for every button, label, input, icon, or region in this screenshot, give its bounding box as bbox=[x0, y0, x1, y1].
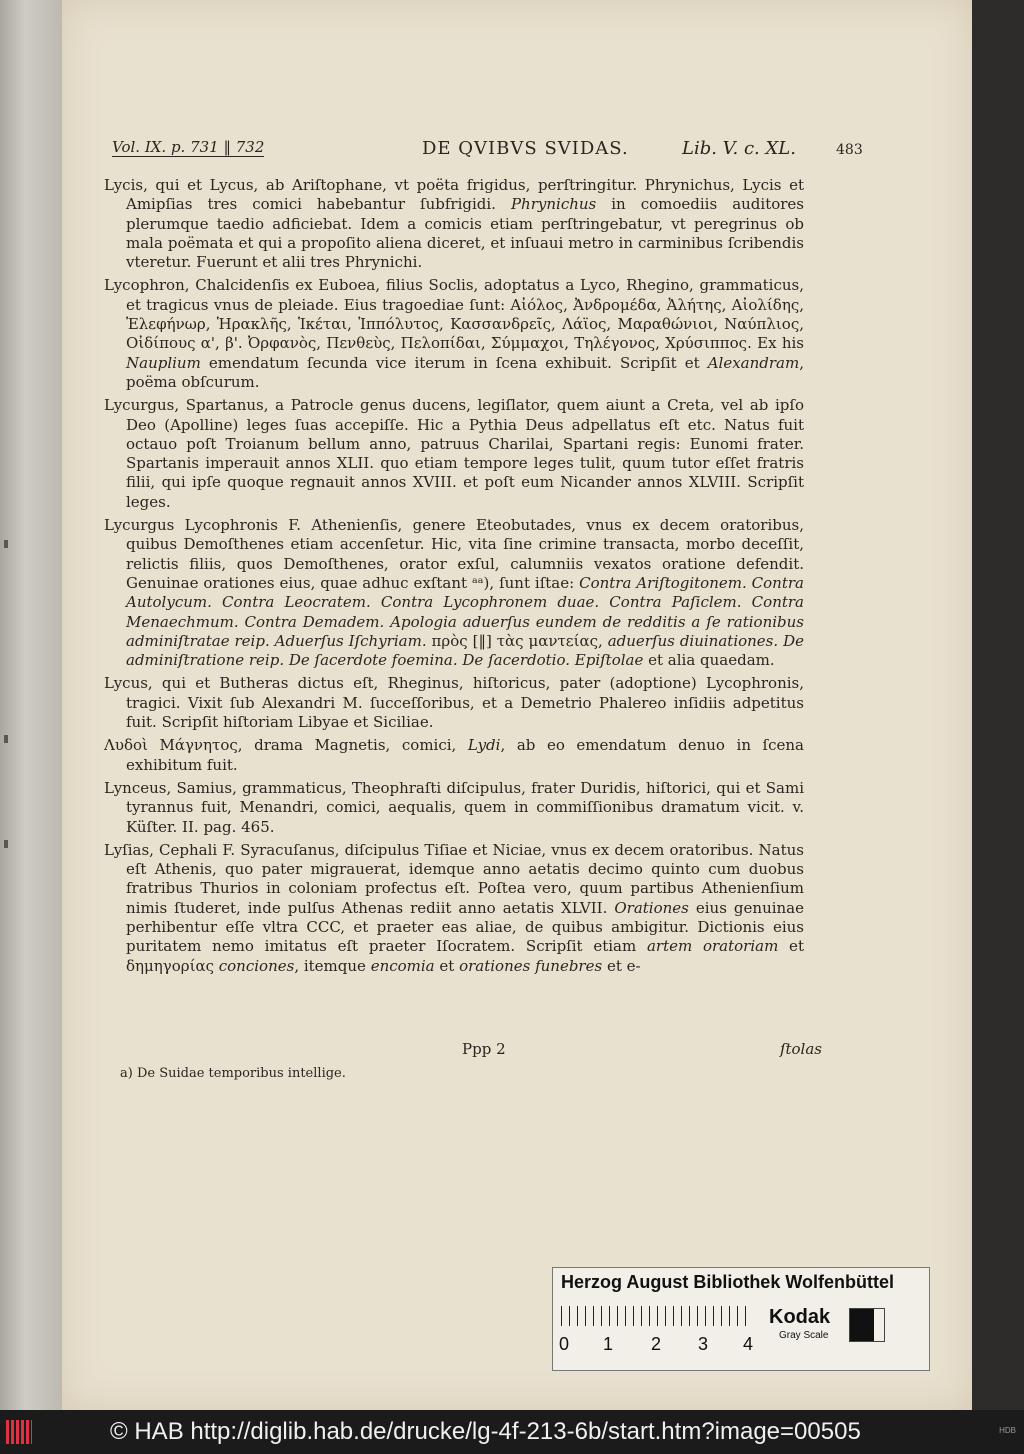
entry bbox=[104, 176, 804, 272]
body-text bbox=[104, 176, 804, 980]
entry-text: πρὸς [‖] τὰς μαντείας, bbox=[426, 631, 608, 650]
hab-logo-icon bbox=[6, 1420, 32, 1444]
entry-text: Lycophron, Chalcidenſis ex Euboea, filius Soclis, adoptatus a Lyco, Rhegino, grammaticus, et tragicus vnus de pleiade. Eius tragoediae ſunt: Αἰόλος, Ἀνδρομέδα, Ἀλήτης, Αἰολίδης, Ἐλεφήνωρ, Ἡρακλῆς, Ἱκέται, Ἱππόλυτος, Κασσανδρεῖς, Λάϊος, Μαραθώνιοι, Ναύπλιος, Οἰδίπους α', β'. Ὀρφανὸς, Πενθεὺς, Πελοπίδαι, Σύμμαχοι, Τηλέγονος, Χρύσιππος. Ex his bbox=[104, 276, 804, 353]
entry bbox=[104, 779, 804, 837]
italic-text: Alexandram bbox=[707, 353, 800, 372]
entry-text: emendatum ſecunda vice iterum in ſcena exhibuit. Scripſit et bbox=[200, 353, 708, 372]
entry-text: et bbox=[434, 956, 460, 975]
running-header bbox=[112, 138, 902, 164]
italic-text: Lydi bbox=[467, 736, 501, 755]
edge-mark bbox=[4, 735, 8, 743]
footnote: a) De Suidae temporibus intellige. bbox=[120, 1066, 346, 1081]
scanned-page bbox=[62, 0, 972, 1410]
grayscale-label: Gray Scale bbox=[779, 1330, 829, 1341]
gray-patch bbox=[849, 1308, 885, 1342]
entry bbox=[104, 674, 804, 732]
entry bbox=[104, 516, 804, 670]
italic-text: Phrynichus bbox=[510, 195, 597, 214]
italic-text: artem oratoriam bbox=[646, 937, 779, 956]
header-book-ref: Lib. V. c. XL. bbox=[682, 138, 796, 159]
entry-text: et δημηγορίας bbox=[126, 937, 804, 975]
corner-mark: HDB bbox=[999, 1426, 1016, 1435]
entry-text: Λυδοὶ Μάγνητος, drama Magnetis, comici, bbox=[104, 736, 468, 755]
entry-text: , ab eo emendatum denuo in ſcena exhibitum fuit. bbox=[126, 736, 804, 774]
scale-number: 2 bbox=[651, 1334, 662, 1354]
credit-url[interactable]: © HAB http://diglib.hab.de/drucke/lg-4f-213-6b/start.htm?image=00505 bbox=[110, 1418, 861, 1445]
ruler-scale bbox=[561, 1306, 753, 1326]
scale-number: 1 bbox=[603, 1334, 614, 1354]
entry-text: Lycurgus, Spartanus, a Patrocle genus ducens, legiſlator, quem aiunt a Creta, vel ab ipſo Deo (Apolline) leges ſuas accepiſſe. Hic a Pythia Deus adpellatus eſt etc. Natus fuit octauo poſt Troianum bellum anno, patruus Charilai, Spartani regis: Eunomi frater. Spartanis imperauit annos XLII. quo etiam tempore leges tulit, quum tutor eſſet fratris filii, qui ipſe quoque regnauit annos XVIII. et poſt eum Nicander annos XLVIII. Scripſit leges. bbox=[104, 396, 804, 511]
entry bbox=[104, 841, 804, 976]
entry-text: in comoediis auditores plerumque taedio adficiebat. Idem a comicis etiam perſtringebatur, vt peregrinus ob mala poëmata et qui a propoſito aliena diceret, et inſuaui metro in carminibus ſcribendis vteretur. Fuerunt et alii tres Phrynichi. bbox=[126, 195, 804, 272]
kodak-brand: Kodak bbox=[769, 1306, 831, 1328]
italic-text: Contra Ariſtogitonem. Contra Autolycum. Contra Leocratem. Contra Lycophronem duae. Contra Paſiclem. Contra Menaechmum. Contra Demadem. Apologia aduerſus eundem de redditis a ſe rationibus adminiſtratae reip. Aduerſus Iſchyriam. bbox=[126, 573, 804, 650]
adjacent-page-edge bbox=[0, 0, 62, 1410]
signature-mark: Ppp 2 bbox=[462, 1040, 506, 1058]
entry-text: Lyſias, Cephali F. Syracuſanus, diſcipulus Tiſiae et Niciae, vnus ex decem oratoribus. Natus eſt Athenis, quo pater migrauerat, idemque anno aetatis decimo quinto cum duobus fratribus Thurios in coloniam profectus eſt. Poſtea vero, quum partibus Athenienſium nimis ſtuderet, inde pulſus Athenas rediit anno aetatis XLVII. bbox=[104, 840, 804, 917]
header-title: DE QVIBVS SVIDAS. bbox=[422, 138, 629, 159]
entry-text: et e- bbox=[602, 956, 641, 975]
library-color-chart bbox=[552, 1267, 930, 1371]
catchword: ſtolas bbox=[779, 1040, 822, 1058]
italic-text: Orationes bbox=[614, 898, 689, 917]
entry-text: Lycurgus Lycophronis F. Athenienſis, genere Eteobutades, vnus ex decem oratoribus, quibus Demoſthenes etiam accenſetur. Hic, vita ſine crimine transacta, morbo deceſſit, relictis filiis, quos Demoſthenes, orator exſul, calumniis vexatos oratione defendit. Genuinae orationes eius, quae adhuc exſtant ᵃᵃ), ſunt iſtae: bbox=[104, 516, 804, 592]
entry bbox=[104, 276, 804, 392]
entry bbox=[104, 736, 804, 775]
entry-text: Lynceus, Samius, grammaticus, Theophraſti diſcipulus, frater Duridis, hiſtorici, qui et Sami tyrannus fuit, Menandri, comici, aequalis, quem in commiſſionibus dramatum vicit. v. Küſter. II. pag. 465. bbox=[104, 778, 804, 836]
scale-number: 4 bbox=[743, 1334, 754, 1354]
entry-text: Lycis, qui et Lycus, ab Ariſtophane, vt poëta frigidus, perſtringitur. Phrynichus, Lycis et Amipſias tres comici habebantur ſubfrigidi. bbox=[104, 176, 804, 214]
entry-text: , poëma obſcurum. bbox=[126, 353, 804, 391]
library-title: Herzog August Bibliothek Wolfenbüttel bbox=[561, 1272, 894, 1292]
credit-bar bbox=[0, 1410, 1024, 1454]
entry-text: eius genuinae perhibentur eſſe vltra CCC, et praeter eas aliae, de quibus ambigitur. Dictionis eius puritatem nemo imitatus eſt praeter Iſocratem. Scripſit etiam bbox=[126, 898, 805, 956]
italic-text: encomia bbox=[370, 956, 435, 975]
edge-mark bbox=[4, 540, 8, 548]
header-volume-ref: Vol. IX. p. 731 ‖ 732 bbox=[112, 138, 265, 156]
scale-number: 3 bbox=[698, 1334, 709, 1354]
page-number: 483 bbox=[836, 142, 863, 158]
entry-text: et alia quaedam. bbox=[643, 651, 775, 670]
italic-text: aduerſus diuinationes. De adminiſtratione reip. De ſacerdote foemina. De ſacerdotio. Epiſtolae bbox=[126, 631, 804, 670]
italic-text: Nauplium bbox=[126, 353, 201, 372]
italic-text: conciones bbox=[218, 956, 295, 975]
entry-text: , itemque bbox=[294, 956, 371, 975]
scale-number: 0 bbox=[559, 1334, 570, 1354]
edge-mark bbox=[4, 840, 8, 848]
entry bbox=[104, 396, 804, 512]
italic-text: orationes funebres bbox=[459, 956, 603, 975]
entry-text: Lycus, qui et Butheras dictus eſt, Rheginus, hiſtoricus, pater (adoptione) Lycophronis, tragici. Vixit ſub Alexandri M. ſucceſſoribus, et a Demetrio Phalereo inſidiis adpetitus fuit. Scripſit hiſtoriam Libyae et Siciliae. bbox=[104, 674, 804, 732]
